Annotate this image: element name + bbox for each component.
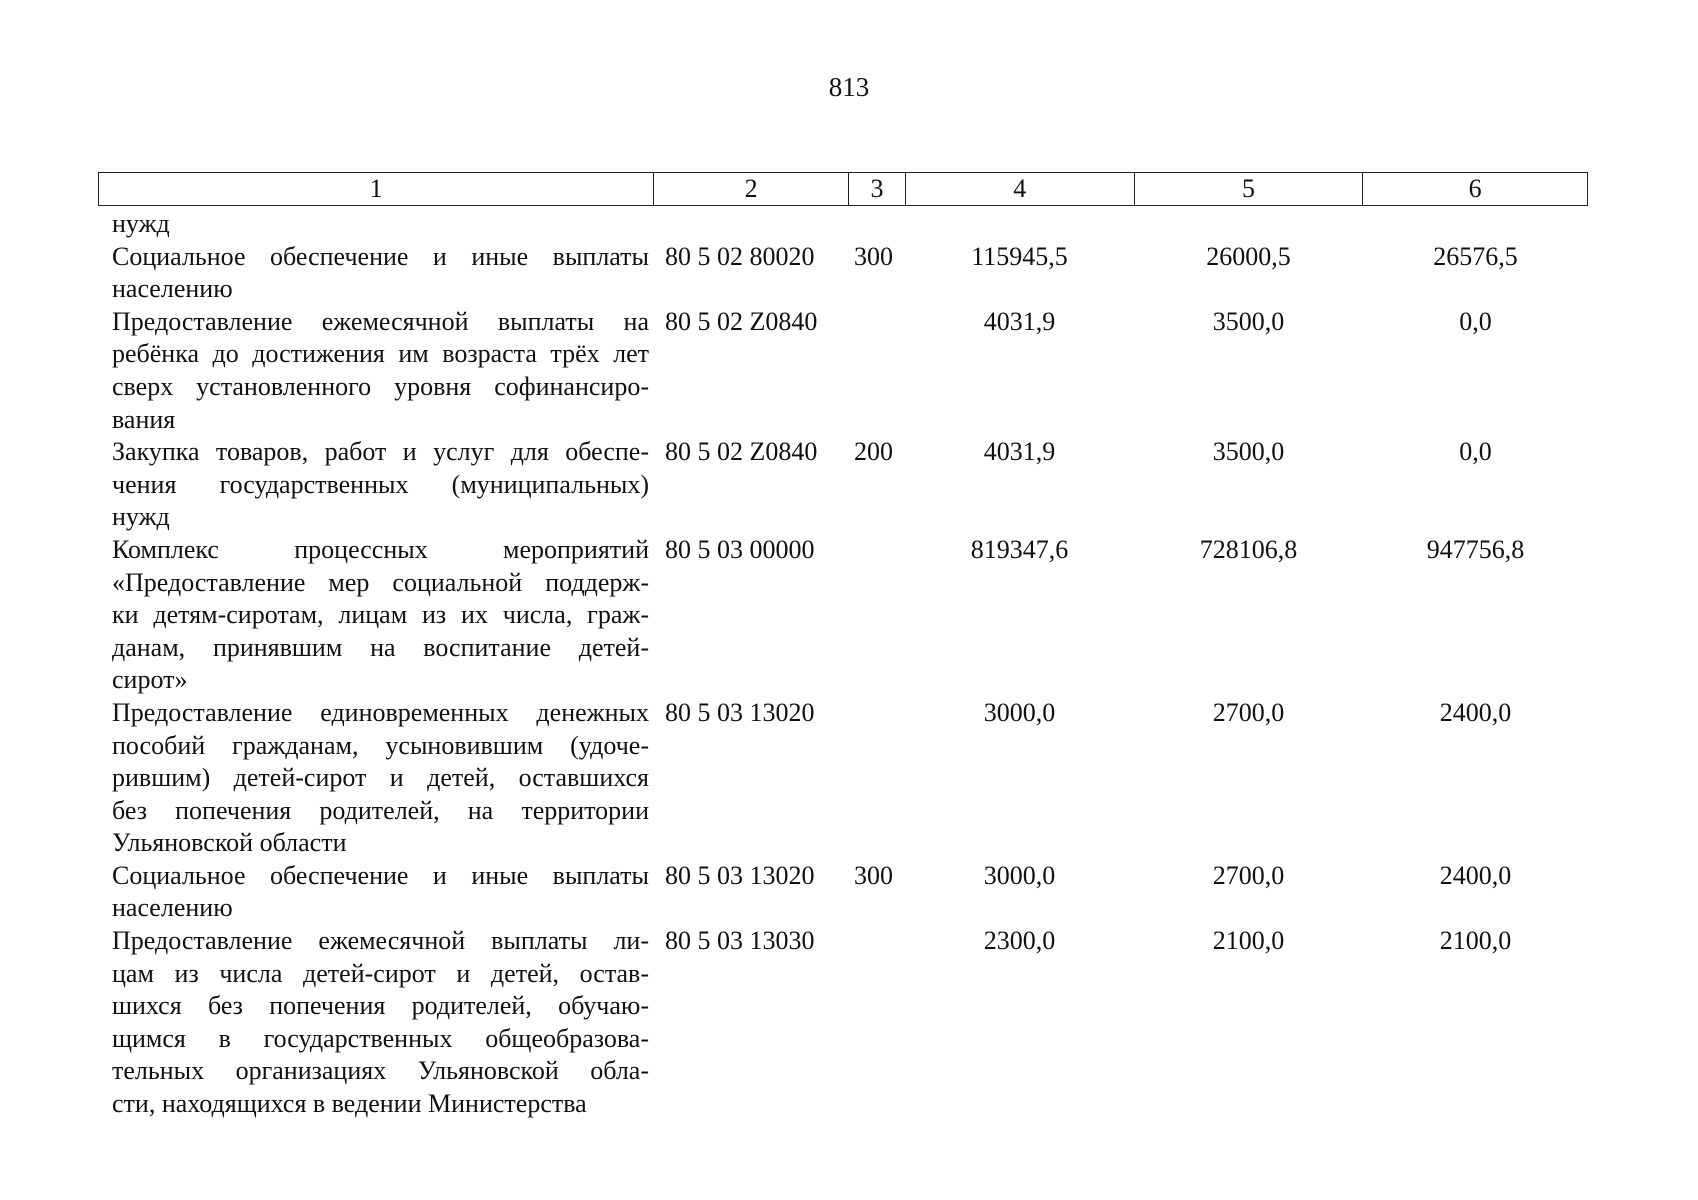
cell-value-4: 4031,9 xyxy=(983,306,1056,336)
item-name-line: Ульяновской области xyxy=(112,828,347,858)
cell-item-name xyxy=(98,436,653,534)
table-row xyxy=(98,697,1588,860)
item-name-line: сверх установленного уровня софинансиро- xyxy=(112,371,649,401)
cell-value-6: 26576,5 xyxy=(1433,241,1518,271)
cell-value-5: 3500,0 xyxy=(1212,437,1285,467)
column-header-5: 5 xyxy=(1134,173,1363,205)
cell-code: 80 5 03 13020 xyxy=(665,697,815,727)
cell-item-name xyxy=(98,208,653,241)
cell-value-6: 0,0 xyxy=(1459,306,1492,336)
item-name-line: цам из числа детей-сирот и детей, остав- xyxy=(112,958,649,988)
item-name-line: ки детям-сиротам, лицам из их числа, граж- xyxy=(112,600,649,630)
cell-value-5: 3500,0 xyxy=(1212,306,1285,336)
table-row xyxy=(98,208,1588,241)
item-name-line: вания xyxy=(112,404,176,434)
item-name-line: пособий гражданам, усыновившим (удоче- xyxy=(112,730,649,760)
cell-code: 80 5 03 00000 xyxy=(665,534,815,564)
column-header-3: 3 xyxy=(848,173,905,205)
table-row xyxy=(98,241,1588,306)
cell-value-4: 3000,0 xyxy=(983,860,1056,890)
cell-code: 80 5 03 13030 xyxy=(665,926,815,956)
cell-type: 200 xyxy=(854,437,893,467)
item-name-line: данам, принявшим на воспитание детей- xyxy=(112,632,649,662)
column-header-6: 6 xyxy=(1362,173,1587,205)
cell-value-4: 115945,5 xyxy=(971,241,1068,271)
item-name-line: щимся в государственных общеобразова- xyxy=(112,1023,649,1053)
item-name-line: Предоставление ежемесячной выплаты на xyxy=(112,306,649,336)
cell-value-5: 2100,0 xyxy=(1212,926,1285,956)
cell-code: 80 5 03 13020 xyxy=(665,860,815,890)
item-name-line: Закупка товаров, работ и услуг для обеспе- xyxy=(112,437,649,467)
cell-value-6: 2100,0 xyxy=(1439,926,1512,956)
cell-value-4: 3000,0 xyxy=(983,697,1056,727)
item-name-line: Комплекс процессных мероприятий xyxy=(112,534,649,564)
item-name-line: Предоставление единовременных денежных xyxy=(112,697,649,727)
column-header-4: 4 xyxy=(905,173,1134,205)
cell-value-4: 819347,6 xyxy=(970,534,1069,564)
table-row xyxy=(98,436,1588,534)
cell-value-4: 2300,0 xyxy=(983,926,1056,956)
item-name-line: «Предоставление мер социальной поддерж- xyxy=(112,567,649,597)
item-name-line: нужд xyxy=(112,502,170,532)
column-header-2: 2 xyxy=(653,173,848,205)
cell-value-5: 728106,8 xyxy=(1199,534,1298,564)
table-row xyxy=(98,860,1588,925)
table-row xyxy=(98,306,1588,436)
item-name-line: нужд xyxy=(112,209,170,238)
table-body xyxy=(98,208,1588,1121)
cell-code: 80 5 02 80020 xyxy=(665,241,815,271)
cell-item-name xyxy=(98,925,653,1121)
item-name-line: ребёнка до достижения им возраста трёх лет xyxy=(112,339,649,369)
item-name-line: рившим) детей-сирот и детей, оставшихся xyxy=(112,763,649,793)
table-header xyxy=(98,172,1588,206)
cell-type: 300 xyxy=(854,241,893,271)
cell-value-6: 0,0 xyxy=(1459,437,1492,467)
cell-item-name xyxy=(98,860,653,925)
cell-value-6: 947756,8 xyxy=(1426,534,1525,564)
item-name-line: сирот» xyxy=(112,665,188,695)
cell-value-5: 26000,5 xyxy=(1206,241,1291,271)
cell-type: 300 xyxy=(854,860,893,890)
table-row xyxy=(98,534,1588,697)
item-name-line: сти, находящихся в ведении Министерства xyxy=(112,1089,587,1119)
cell-value-4: 4031,9 xyxy=(983,437,1056,467)
cell-value-6: 2400,0 xyxy=(1439,860,1512,890)
item-name-line: Предоставление ежемесячной выплаты ли- xyxy=(112,926,649,956)
item-name-line: тельных организациях Ульяновской обла- xyxy=(112,1056,649,1086)
cell-code: 80 5 02 Z0840 xyxy=(665,306,818,336)
cell-item-name xyxy=(98,534,653,697)
cell-item-name xyxy=(98,306,653,436)
cell-value-5: 2700,0 xyxy=(1212,697,1285,727)
cell-value-6: 2400,0 xyxy=(1439,697,1512,727)
column-header-1: 1 xyxy=(369,174,383,203)
cell-item-name xyxy=(98,697,653,860)
item-name-line: без попечения родителей, на территории xyxy=(112,795,649,825)
item-name-line: населению xyxy=(112,893,233,923)
cell-code: 80 5 02 Z0840 xyxy=(665,437,818,467)
table-row xyxy=(98,925,1588,1121)
item-name-line: шихся без попечения родителей, обучаю- xyxy=(112,991,649,1021)
cell-value-5: 2700,0 xyxy=(1212,860,1285,890)
page-number: 813 xyxy=(828,72,870,102)
cell-item-name xyxy=(98,241,653,306)
item-name-line: населению xyxy=(112,274,233,304)
item-name-line: Социальное обеспечение и иные выплаты xyxy=(112,860,649,890)
item-name-line: Социальное обеспечение и иные выплаты xyxy=(112,241,649,271)
item-name-line: чения государственных (муниципальных) xyxy=(112,469,649,499)
